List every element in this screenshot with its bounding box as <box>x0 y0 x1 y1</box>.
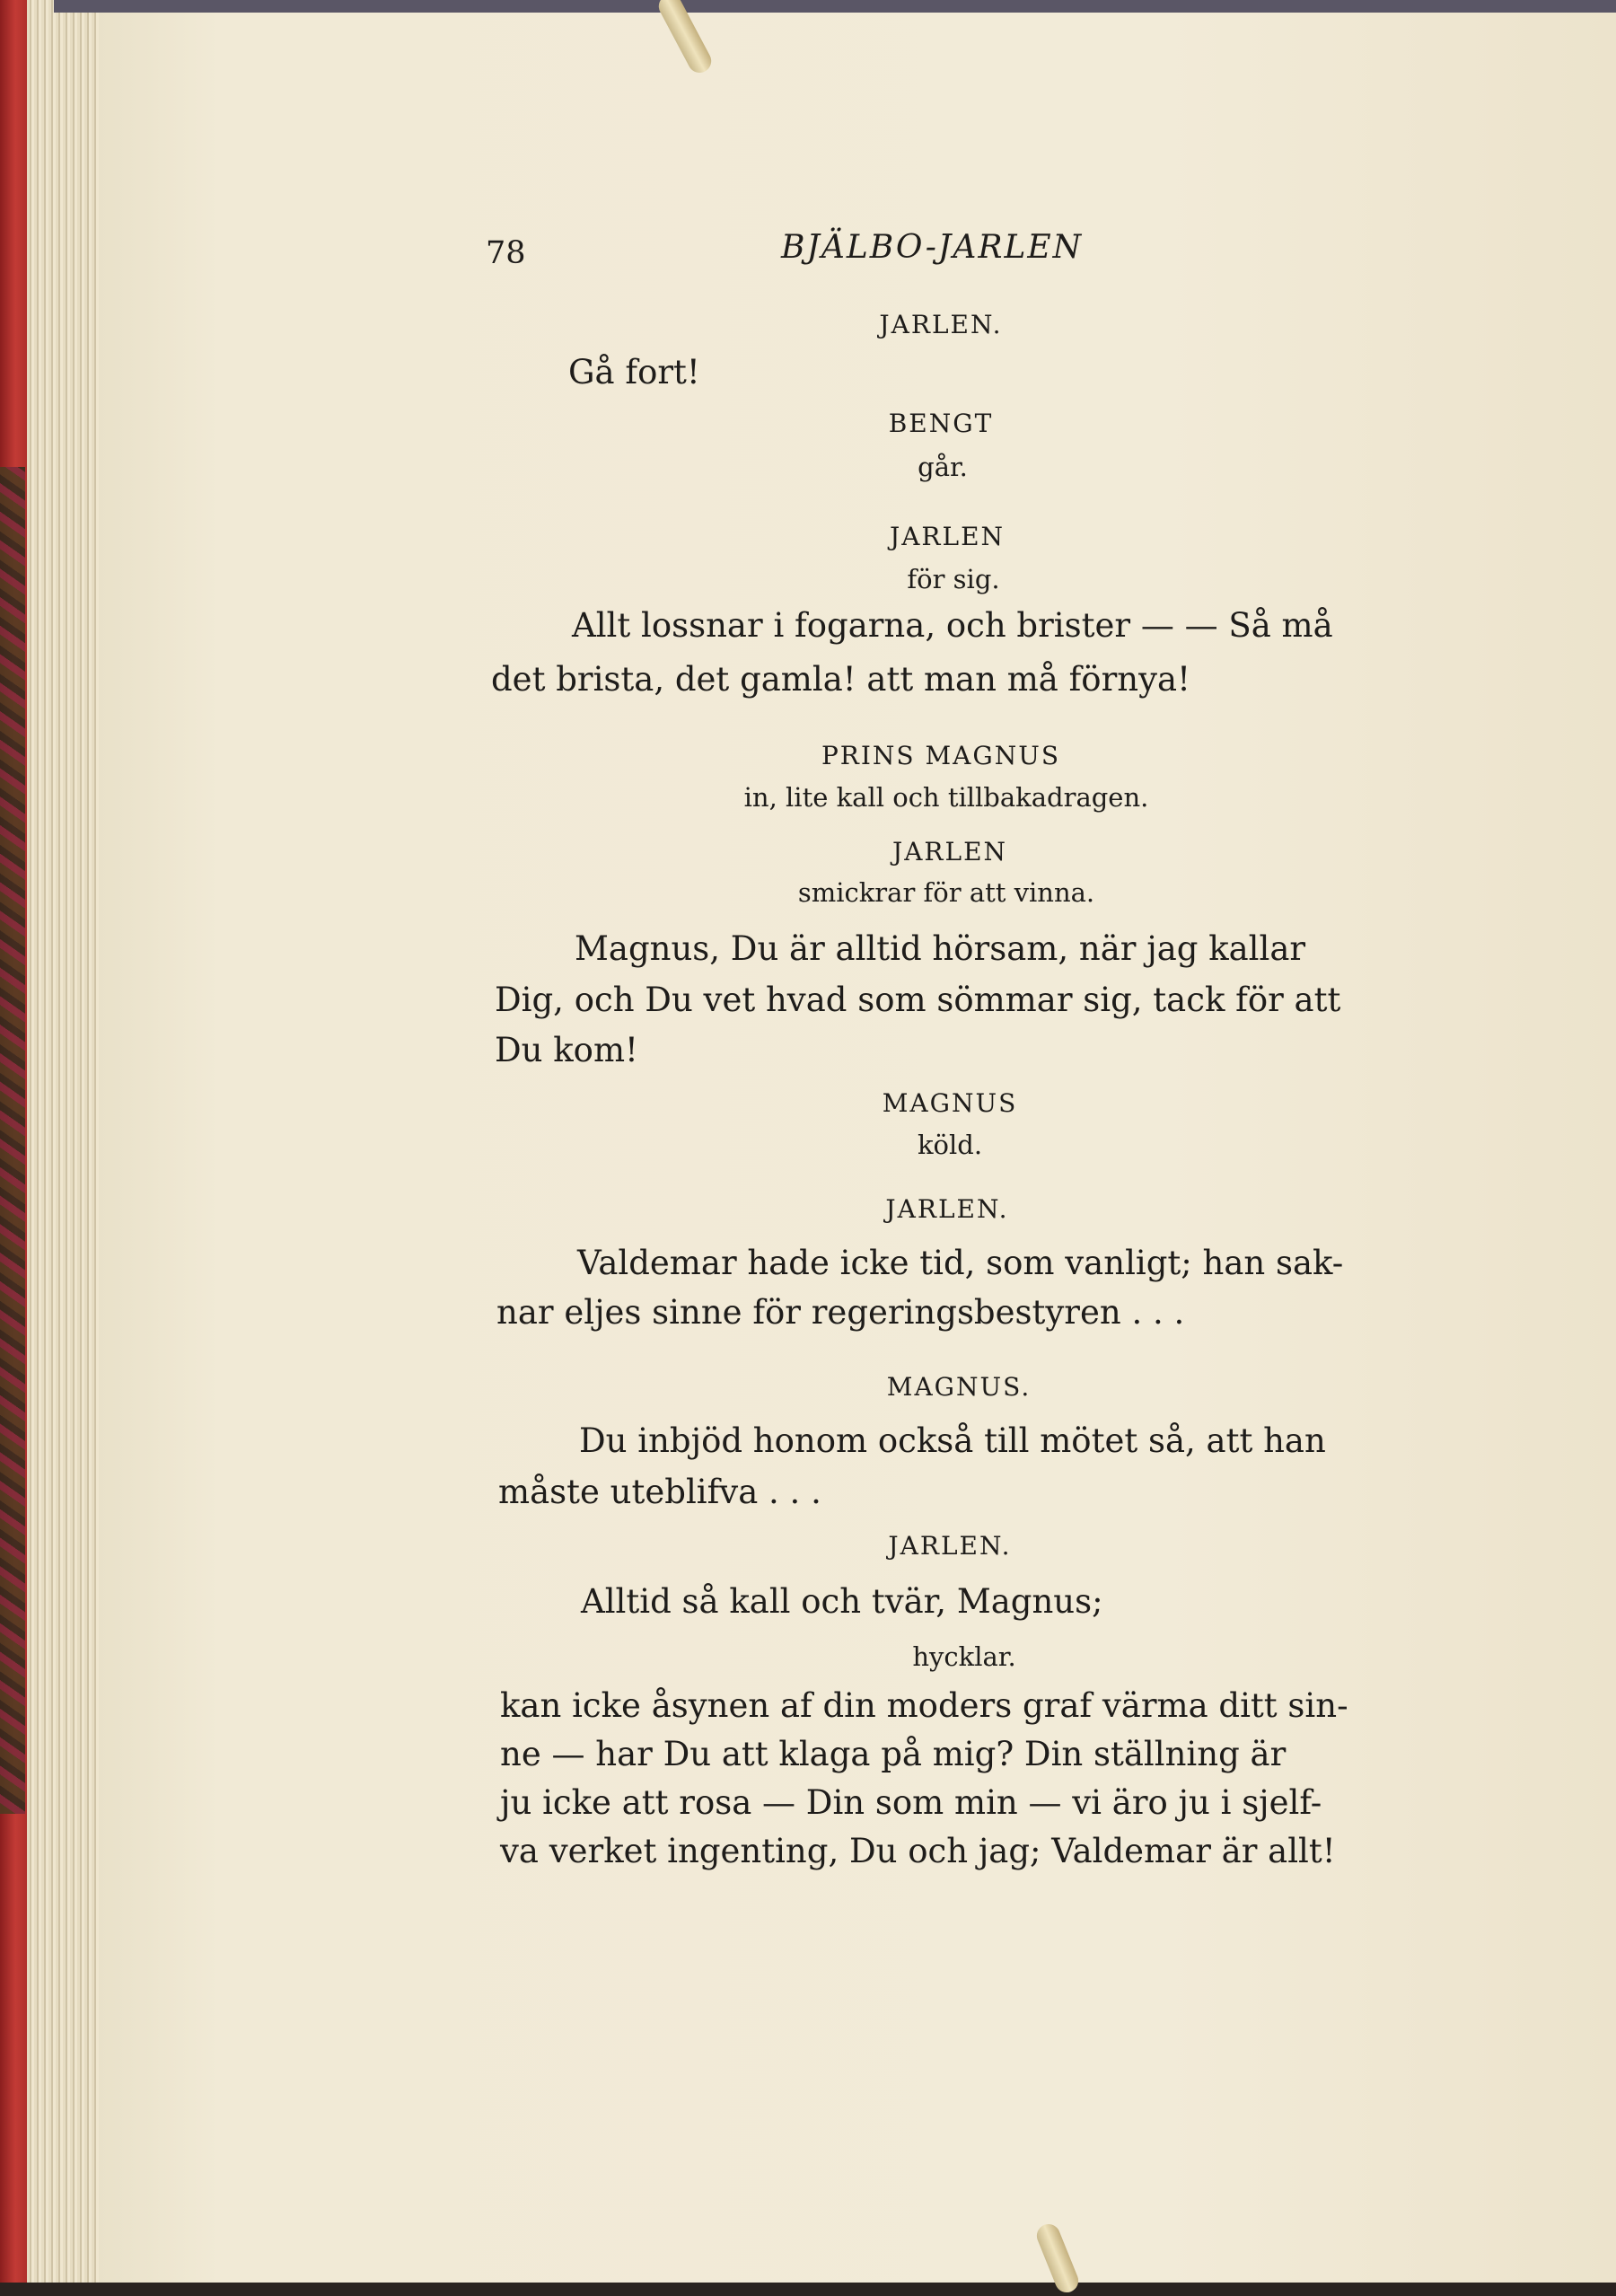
dialogue-line: Du inbjöd honom också till mötet så, att han <box>579 1421 1326 1460</box>
page-top-shadow <box>54 0 1616 13</box>
speaker-label: JARLEN <box>889 522 1006 551</box>
book-page <box>99 0 1616 2283</box>
dialogue-line: Du kom! <box>495 1031 638 1069</box>
page-number: 78 <box>486 235 526 271</box>
speaker-label: PRINS MAGNUS <box>821 741 1061 770</box>
running-head: BJÄLBO-JARLEN <box>781 229 1084 266</box>
dialogue-line: det brista, det gamla! att man må förnya! <box>491 660 1190 699</box>
dialogue-line: ju icke att rosa — Din som min — vi äro ju i sjelf- <box>500 1783 1322 1822</box>
speaker-label: MAGNUS. <box>886 1372 1032 1402</box>
stage-direction: in, lite kall och tillbakadragen. <box>743 782 1149 813</box>
dialogue-line: Valdemar hade icke tid, som vanligt; han sak- <box>577 1244 1344 1282</box>
cover-pattern <box>0 467 25 1814</box>
dialogue-line: Alltid så kall och tvär, Magnus; <box>581 1582 1103 1621</box>
dialogue-line: kan icke åsynen af din moders graf värma ditt sin- <box>500 1686 1348 1725</box>
dialogue-line: nar eljes sinne för regeringsbestyren . . . <box>496 1293 1185 1332</box>
dialogue-line: Dig, och Du vet hvad som sömmar sig, tack för att <box>495 981 1341 1019</box>
stage-direction: smickrar för att vinna. <box>797 877 1095 908</box>
page-edges <box>27 0 108 2283</box>
speaker-label: JARLEN. <box>885 1194 1009 1224</box>
dialogue-line: Magnus, Du är alltid hörsam, när jag kallar <box>575 929 1306 968</box>
speaker-label: JARLEN <box>891 837 1008 866</box>
stage-direction: går. <box>918 452 968 482</box>
dialogue-line: Gå fort! <box>568 353 700 391</box>
speaker-label: BENGT <box>888 409 994 438</box>
dialogue-line: ne — har Du att klaga på mig? Din ställning är <box>500 1735 1287 1773</box>
stage-direction: köld. <box>917 1130 983 1160</box>
speaker-label: JARLEN. <box>879 310 1003 339</box>
speaker-label: JARLEN. <box>888 1531 1012 1561</box>
stage-direction: hycklar. <box>912 1641 1016 1672</box>
stage-direction: för sig. <box>907 564 1000 594</box>
dialogue-line: Allt lossnar i fogarna, och brister — — Så må <box>572 606 1333 645</box>
speaker-label: MAGNUS <box>882 1088 1018 1118</box>
dialogue-line: va verket ingenting, Du och jag; Valdemar är allt! <box>500 1832 1336 1870</box>
dialogue-line: måste uteblifva . . . <box>498 1473 821 1511</box>
